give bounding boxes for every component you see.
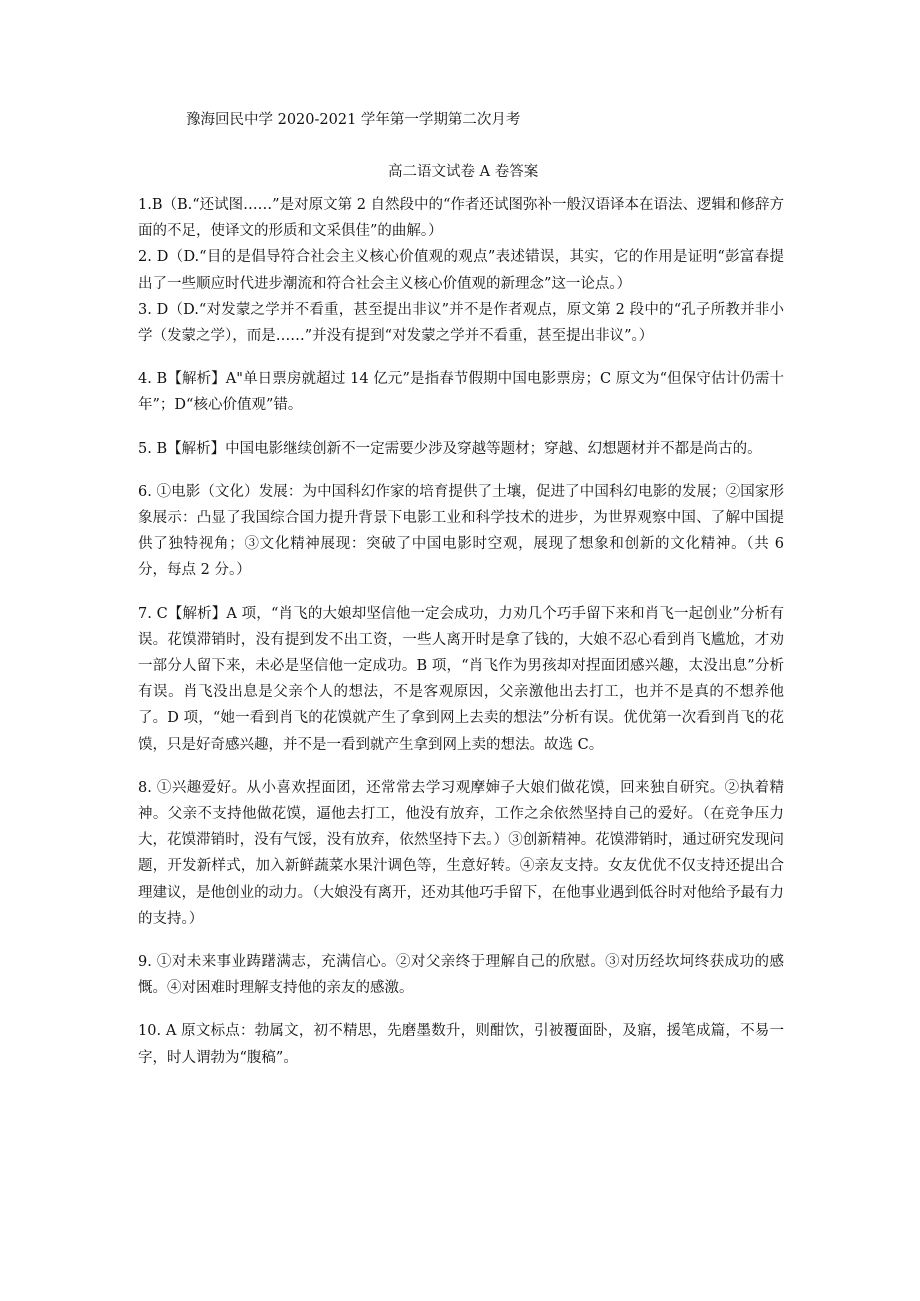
answer-2 (138, 244, 784, 296)
answer-7-text: 7. C【解析】A 项，“肖飞的大娘却坚信他一定会成功，力劝几个巧手留下来和肖飞一起创业”分析有误。花馍滞销时，没有提到发不出工资，一些人离开时是拿了钱的，大娘不忍心看到肖飞尴尬，才劝一部分人留下来，未必是坚信他一定成功。B 项，“肖飞作为男孩却对捏面团感兴趣，太没出息”分析有误。肖飞没出息是父亲个人的想法，不是客观原因，父亲激他出去打工，也并不是真的不想养他了。D 项，“她一看到肖飞的花馍就产生了拿到网上去卖的想法”分析有误。优优第一次看到肖飞的花馍，只是好奇感兴趣，并不是一看到就产生拿到网上卖的想法。故选 C。 (138, 605, 784, 753)
answer-6-text: 6. ①电影（文化）发展：为中国科幻作家的培育提供了土壤，促进了中国科幻电影的发展；②国家形象展示：凸显了我国综合国力提升背景下电影工业和科学技术的进步，为世界观察中国、了解中国提供了独特视角；③文化精神展现：突破了中国电影时空观，展现了想象和创新的文化精神。（共 6 分，每点 2 分。） (138, 483, 784, 579)
answer-1 (138, 192, 784, 244)
answer-6 (138, 479, 784, 584)
answer-9-text: 9. ①对未来事业踌躇满志，充满信心。②对父亲终于理解自己的欣慰。③对历经坎坷终获成功的感慨。④对困难时理解支持他的亲友的感激。 (138, 954, 784, 997)
answer-list (138, 192, 784, 1071)
answer-10-text: 10. A 原文标点：勃属文，初不精思，先磨墨数升，则酣饮，引被覆面卧，及寤，援笔成篇，不易一字，时人谓勃为“腹稿”。 (138, 1023, 784, 1066)
answer-1-text: 1.B（B.“还试图……”是对原文第 2 自然段中的“作者还试图弥补一般汉语译本在语法、逻辑和修辞方面的不足，使译文的形质和文采俱佳”的曲解。） (138, 197, 784, 240)
answer-4 (138, 366, 784, 418)
answer-8 (138, 775, 784, 932)
answer-4-text: 4. B【解析】A"单日票房就超过 14 亿元”是指春节假期中国电影票房；C 原文为“但保守估计仍需十年”；D“核心价值观”错。 (138, 371, 784, 414)
answer-3-text: 3. D（D.“对发蒙之学并不看重，甚至提出非议”并不是作者观点，原文第 2 段中的“孔子所教并非小学（发蒙之学），而是……”并没有提到“对发蒙之学并不看重，甚至提出非议”。） (138, 301, 784, 345)
answer-3 (138, 297, 784, 349)
answer-8-text: 8. ①兴趣爱好。从小喜欢捏面团，还常常去学习观摩婶子大娘们做花馍，回来独自研究。②执着精神。父亲不支持他做花馍，逼他去打工，他没有放弃，工作之余依然坚持自己的爱好。（在竞争压力大，花馍滞销时，没有气馁，没有放弃，依然坚持下去。）③创新精神。花馍滞销时，通过研究发现问题，开发新样式，加入新鲜蔬菜水果汁调色等，生意好转。④亲友支持。女友优优不仅支持还提出合理建议，是他创业的动力。（大娘没有离开，还劝其他巧手留下，在他事业遇到低谷时对他给予最有力的支持。） (138, 779, 784, 927)
answer-key-title: 高二语文试卷 A 卷答案 (388, 164, 539, 180)
answer-5-text: 5. B【解析】中国电影继续创新不一定需要少涉及穿越等题材；穿越、幻想题材并不都是尚古的。 (138, 440, 762, 457)
answer-5 (138, 436, 784, 462)
answer-10 (138, 1018, 784, 1070)
answer-9 (138, 949, 784, 1001)
school-exam-title: 豫海回民中学 2020-2021 学年第一学期第二次月考 (186, 112, 521, 128)
answer-7 (138, 601, 784, 758)
answer-2-text: 2. D（D.“目的是倡导符合社会主义核心价值观的观点”表述错误，其实，它的作用是证明“彭富春提出了一些顺应时代进步潮流和符合社会主义核心价值观的新理念”这一论点。） (138, 249, 784, 292)
